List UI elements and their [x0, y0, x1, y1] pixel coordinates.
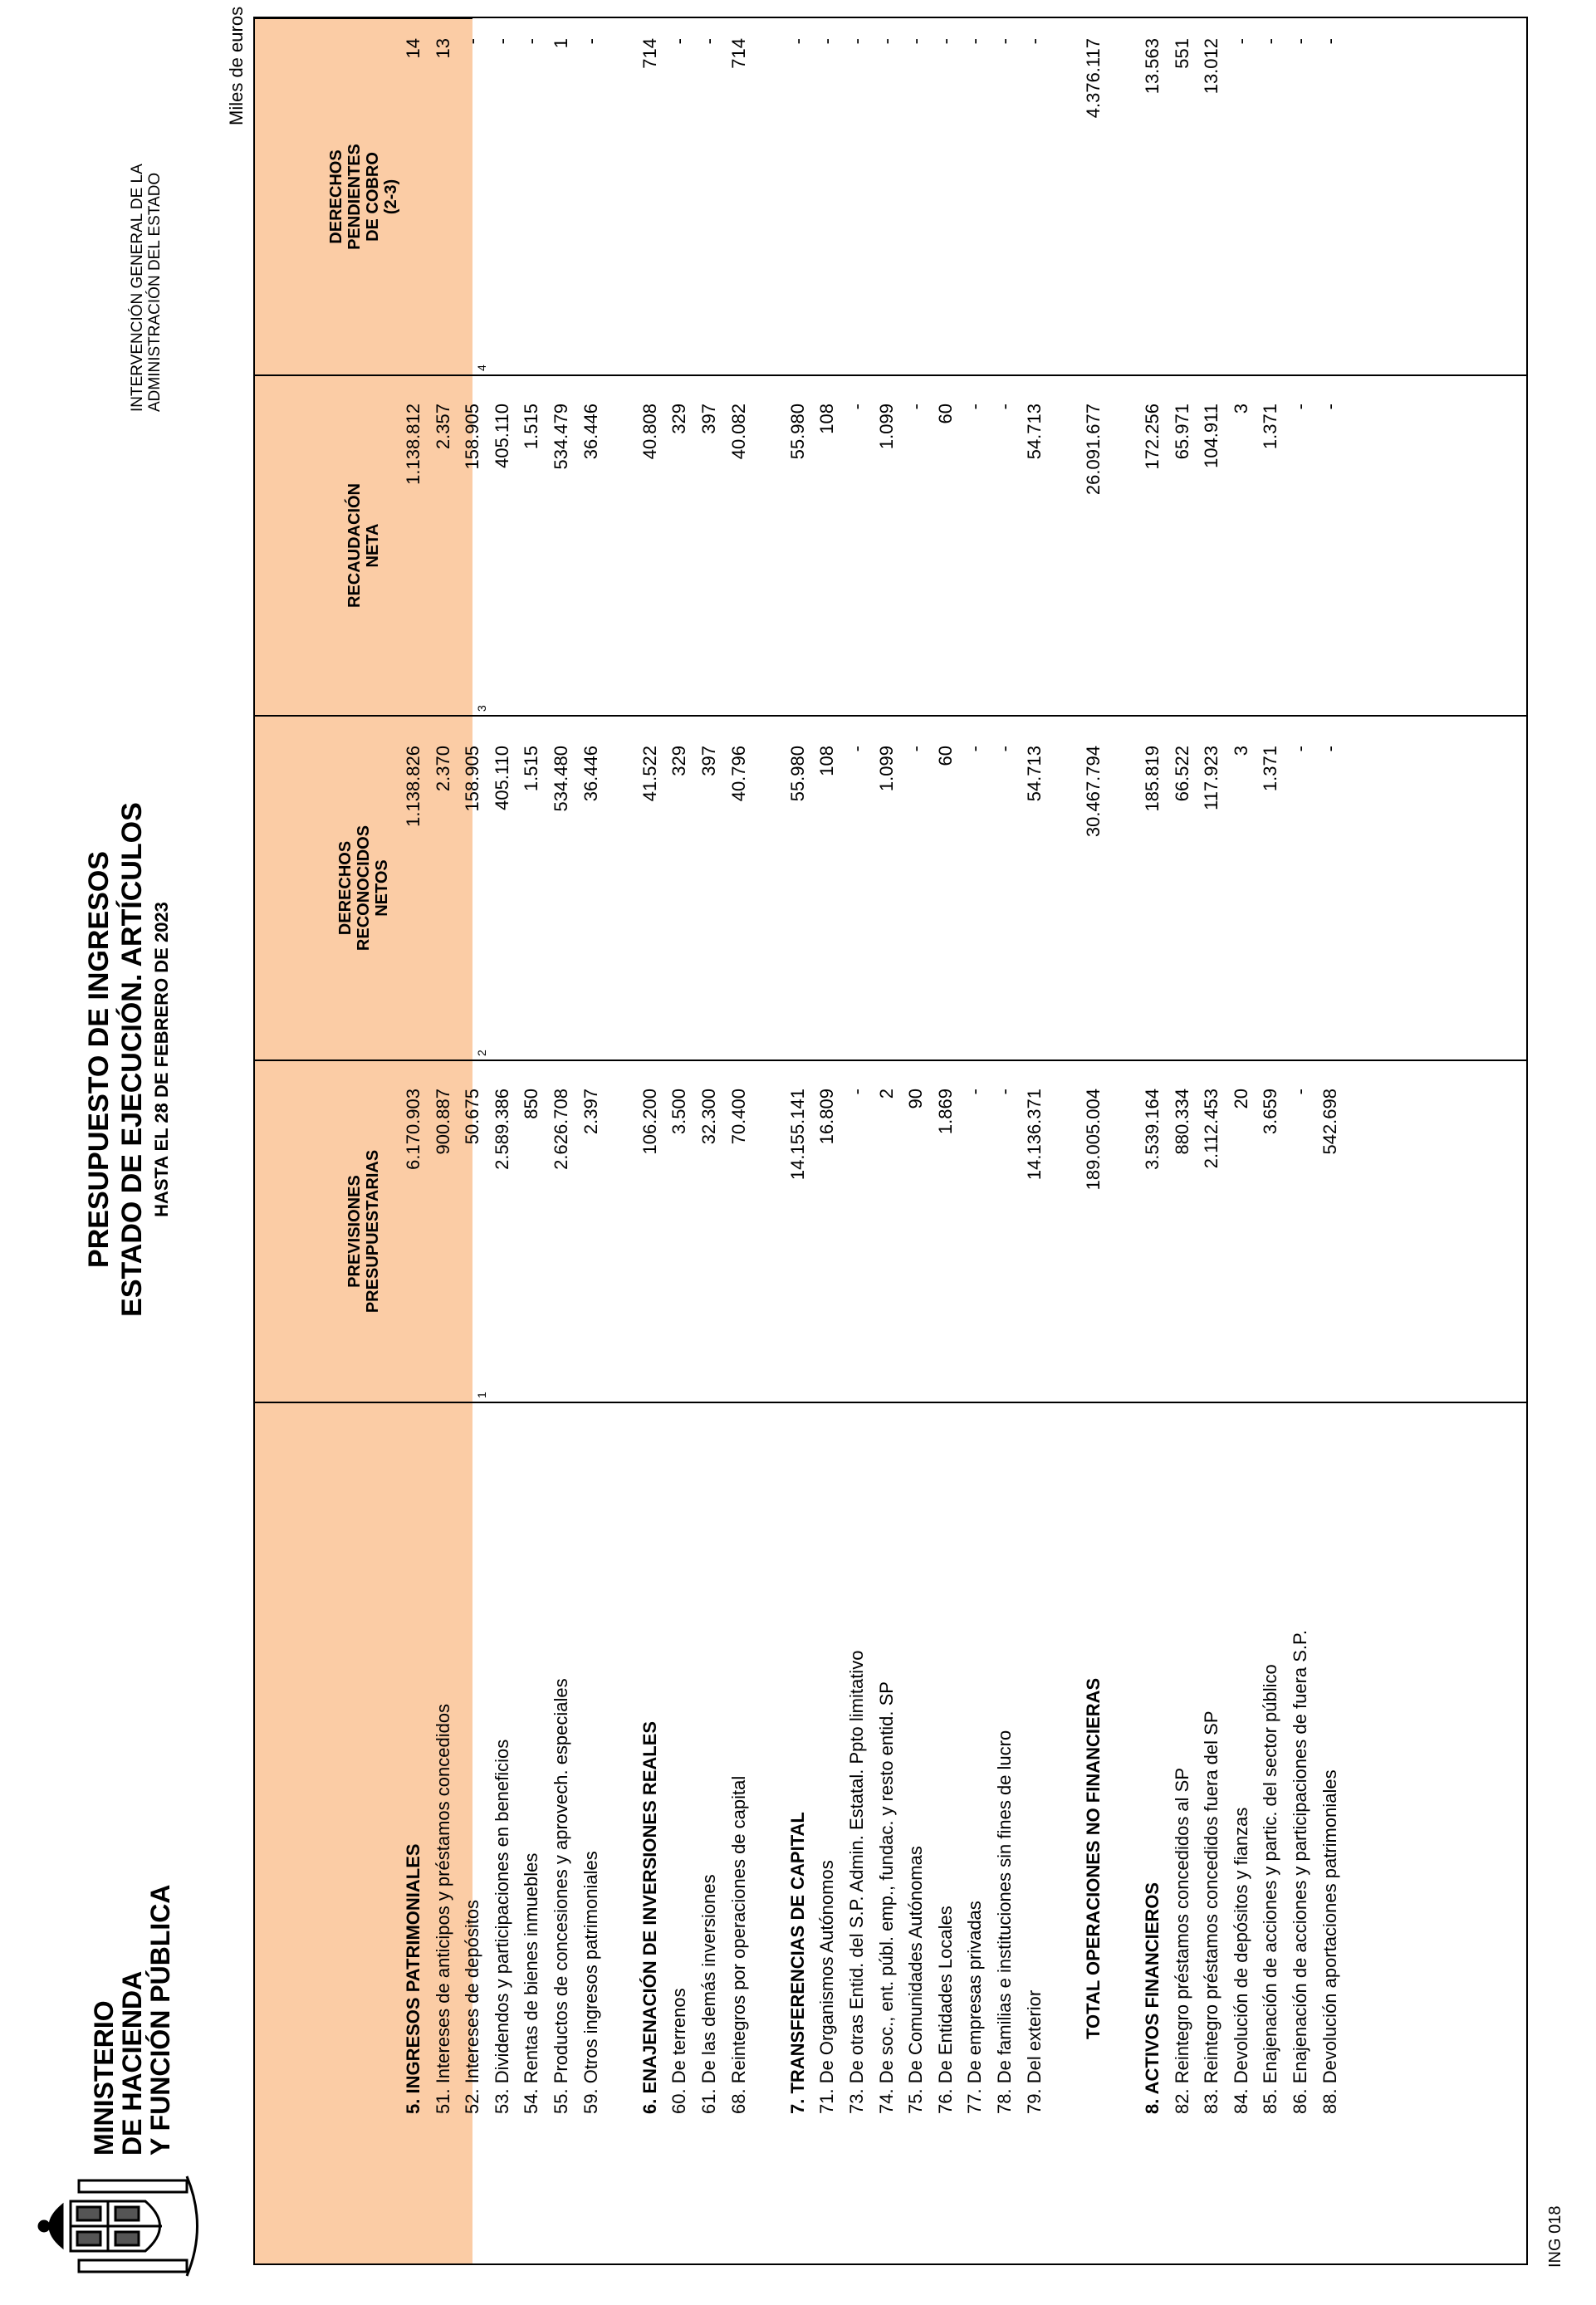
row-value: 714 [639, 38, 660, 69]
table-row [635, 18, 664, 2263]
row-value: 1 [551, 38, 571, 49]
header-pendientes: DERECHOS PENDIENTES DE COBRO (2-3) [255, 17, 472, 374]
row-value: 397 [698, 404, 719, 434]
agency-line-1: INTERVENCIÓN GENERAL DE LA [129, 164, 146, 412]
row-value: 1.138.812 [403, 404, 423, 485]
row-value: 70.400 [727, 1089, 749, 1145]
header-derechos-reconocidos: DERECHOS RECONOCIDOS NETOS [255, 715, 472, 1060]
row-label: 54. Rentas de bienes inmuebles [521, 1852, 542, 2114]
row-value: 900.887 [432, 1089, 453, 1155]
row-value: 2 [875, 1089, 897, 1099]
table-row [1226, 18, 1256, 2263]
table-row [546, 18, 575, 2263]
report-title-1: PRESUPUESTO DE INGRESOS [83, 851, 115, 1268]
table-row [1285, 18, 1314, 2263]
row-value: - [994, 404, 1015, 410]
row-value: - [816, 38, 838, 45]
row-value: 1.371 [1260, 746, 1281, 792]
row-value: 2.397 [580, 1089, 601, 1135]
row-value: - [786, 38, 808, 45]
row-value: - [698, 38, 719, 45]
row-value: 32.300 [698, 1089, 719, 1145]
row-value: 55.980 [786, 746, 808, 802]
row-value: 3 [1230, 404, 1251, 414]
row-value: 55.980 [786, 404, 808, 460]
table-row [1079, 18, 1108, 2263]
table-spacer-row [1049, 18, 1078, 2263]
row-value: 2.112.453 [1201, 1089, 1222, 1169]
row-value: - [1319, 38, 1340, 45]
units-label: Miles de euros [226, 6, 247, 125]
row-value: 30.467.794 [1082, 746, 1104, 838]
row-value: 2.626.708 [551, 1089, 571, 1170]
row-value: 14 [403, 38, 423, 59]
row-value: 4.376.117 [1082, 38, 1104, 119]
report-title-2: ESTADO DE EJECUCIÓN. ARTÍCULOS [116, 802, 148, 1317]
table-row [901, 18, 930, 2263]
row-value: 6.170.903 [403, 1089, 423, 1170]
row-value: - [1230, 38, 1251, 45]
row-value: - [964, 38, 986, 45]
row-value: 158.905 [462, 746, 483, 812]
row-value: 60 [934, 746, 956, 766]
row-value: 54.713 [1023, 404, 1045, 460]
row-value: 1.515 [521, 404, 542, 450]
row-value: 185.819 [1142, 746, 1163, 812]
row-label: TOTAL OPERACIONES NO FINANCIERAS [1082, 1677, 1104, 2039]
row-value: - [846, 1089, 867, 1095]
row-value: 14.136.371 [1023, 1089, 1045, 1181]
row-value: 108 [816, 404, 838, 434]
row-value: 405.110 [491, 404, 512, 468]
row-value: - [521, 38, 542, 45]
row-value: 41.522 [639, 746, 660, 802]
row-value: 1.515 [521, 746, 542, 792]
ministry-line-1: MINISTERIO [89, 2000, 119, 2156]
row-label: 53. Dividendos y participaciones en beneficios [491, 1739, 512, 2114]
table-row [399, 18, 428, 2263]
budget-table [253, 17, 1528, 2265]
table-row [1020, 18, 1049, 2263]
row-label: 7. TRANSFERENCIAS DE CAPITAL [786, 1812, 808, 2114]
row-value: 36.446 [580, 746, 601, 802]
row-label: 55. Productos de concesiones y aprovech. especiales [551, 1678, 571, 2114]
row-value: - [994, 38, 1015, 45]
table-row [694, 18, 723, 2263]
row-value: - [1290, 1089, 1310, 1095]
row-value: - [1260, 38, 1281, 45]
table-row [783, 18, 812, 2263]
table-row [1168, 18, 1197, 2263]
coat-of-arms-icon [29, 2164, 216, 2288]
row-value: 65.971 [1171, 404, 1192, 460]
row-value: - [1290, 746, 1310, 752]
row-label: 6. ENAJENACIÓN DE INVERSIONES REALES [639, 1720, 660, 2114]
row-value: 3.659 [1260, 1089, 1281, 1135]
row-value: - [964, 404, 986, 410]
row-value: 2.357 [432, 404, 453, 450]
row-value: 880.334 [1171, 1089, 1192, 1155]
row-label: 61. De las demás inversiones [698, 1874, 719, 2114]
row-value: 2.370 [432, 746, 453, 792]
row-value: - [846, 38, 867, 45]
row-value: 1.371 [1260, 404, 1281, 450]
row-label: 82. Reintegro préstamos concedidos al SP [1171, 1767, 1192, 2114]
row-value: 542.698 [1319, 1089, 1340, 1155]
table-row [842, 18, 871, 2263]
row-value: 50.675 [462, 1089, 483, 1145]
row-value: 3 [1230, 746, 1251, 756]
row-value: 13 [432, 38, 453, 59]
row-value: - [905, 746, 927, 752]
row-value: 13.012 [1201, 38, 1222, 95]
table-row [664, 18, 693, 2263]
row-value: 20 [1230, 1089, 1251, 1109]
table-spacer-row [605, 18, 634, 2263]
row-value: - [964, 1089, 986, 1095]
row-value: 534.479 [551, 404, 571, 470]
ministry-line-2: DE HACIENDA [117, 1970, 147, 2156]
row-label: 84. Devolución de depósitos y fianzas [1230, 1807, 1251, 2114]
row-label: 60. De terrenos [668, 1988, 690, 2114]
row-label: 52. Intereses de depósitos [462, 1899, 483, 2114]
row-label: 8. ACTIVOS FINANCIEROS [1142, 1882, 1163, 2114]
row-value: 60 [934, 404, 956, 424]
row-label: 51. Intereses de anticipos y préstamos concedidos [432, 1703, 453, 2114]
row-value: - [1290, 38, 1310, 45]
row-value: 26.091.677 [1082, 404, 1104, 496]
row-value: 3.500 [668, 1089, 690, 1135]
row-value: 158.905 [462, 404, 483, 470]
row-label: 77. De empresas privadas [964, 1901, 986, 2114]
row-value: 108 [816, 746, 838, 776]
row-label: 86. Enajenación de acciones y participaciones de fuera S.P. [1290, 1630, 1310, 2114]
row-value: 189.005.004 [1082, 1089, 1104, 1191]
row-value: 551 [1171, 38, 1192, 69]
row-label: 79. Del exterior [1023, 1989, 1045, 2114]
row-value: 40.808 [639, 404, 660, 460]
row-value: 54.713 [1023, 746, 1045, 802]
row-value: - [1290, 404, 1310, 410]
row-value: 397 [698, 746, 719, 776]
row-value: - [1319, 404, 1340, 410]
row-value: 36.446 [580, 404, 601, 460]
row-value: - [580, 38, 601, 45]
row-label: 88. Devolución aportaciones patrimoniales [1319, 1769, 1340, 2114]
row-value: 714 [727, 38, 749, 69]
row-label: 83. Reintegro préstamos concedidos fuera del SP [1201, 1710, 1222, 2114]
row-value: 1.099 [875, 404, 897, 450]
row-value: 16.809 [816, 1089, 838, 1145]
row-value: - [1023, 38, 1045, 45]
row-value: 106.200 [639, 1089, 660, 1155]
row-value: 66.522 [1171, 746, 1192, 802]
row-value: 850 [521, 1089, 542, 1119]
page-code: ING 018 [1546, 2205, 1564, 2268]
row-value: - [875, 38, 897, 45]
table-row [1256, 18, 1285, 2263]
row-label: 74. De soc., ent. públ. emp., fundac. y resto entid. SP [875, 1681, 897, 2114]
row-value: 14.155.141 [786, 1089, 808, 1181]
table-row [812, 18, 841, 2263]
row-value: 1.099 [875, 746, 897, 792]
row-value: - [905, 38, 927, 45]
row-value: 117.923 [1201, 746, 1222, 810]
row-value: 405.110 [491, 746, 512, 810]
row-label: 73. De otras Entid. del S.P. Admin. Estatal. Ppto limitativo [846, 1650, 867, 2114]
row-label: 78. De familias e instituciones sin fines de lucro [994, 1730, 1015, 2114]
row-value: 3.539.164 [1142, 1089, 1163, 1170]
table-row [1138, 18, 1167, 2263]
row-value: - [964, 746, 986, 752]
row-value: 329 [668, 746, 690, 776]
row-value: 40.796 [727, 746, 749, 802]
row-value: - [668, 38, 690, 45]
table-row [990, 18, 1019, 2263]
row-value: - [846, 746, 867, 752]
table-row [576, 18, 605, 2263]
column-number: 1 [475, 1392, 488, 1398]
column-number: 2 [475, 1050, 488, 1056]
report-subtitle: HASTA EL 28 DE FEBRERO DE 2023 [151, 902, 172, 1217]
column-number: 3 [475, 705, 488, 712]
row-value: - [491, 38, 512, 45]
table-row [960, 18, 989, 2263]
table-spacer-row [753, 18, 782, 2263]
row-label: 71. De Organismos Autónomos [816, 1860, 838, 2114]
row-label: 59. Otros ingresos patrimoniales [580, 1851, 601, 2114]
row-value: 2.589.386 [491, 1089, 512, 1170]
row-value: - [994, 746, 1015, 752]
header-recaudacion: RECAUDACIÓN NETA [255, 374, 472, 715]
row-value: 13.563 [1142, 38, 1163, 95]
row-label: 75. De Comunidades Autónomas [905, 1846, 927, 2114]
table-spacer-row [1108, 18, 1137, 2263]
row-value: - [905, 404, 927, 410]
table-row [516, 18, 546, 2263]
table-row [872, 18, 901, 2263]
table-row [428, 18, 458, 2263]
table-row [458, 18, 487, 2263]
table-row [931, 18, 960, 2263]
row-label: 85. Enajenación de acciones y partic. del sector público [1260, 1664, 1281, 2114]
row-value: - [994, 1089, 1015, 1095]
table-row [1197, 18, 1226, 2263]
row-value: - [846, 404, 867, 410]
row-label: 5. INGRESOS PATRIMONIALES [403, 1843, 423, 2114]
column-number: 4 [475, 365, 488, 371]
row-value: 172.256 [1142, 404, 1163, 470]
row-value: 40.082 [727, 404, 749, 460]
agency-line-2: ADMINISTRACIÓN DEL ESTADO [146, 172, 164, 412]
row-value: 1.869 [934, 1089, 956, 1135]
row-value: 104.911 [1201, 404, 1222, 468]
row-value: 534.480 [551, 746, 571, 812]
table-row [724, 18, 753, 2263]
ministry-line-3: Y FUNCIÓN PÚBLICA [145, 1884, 175, 2156]
row-value: 1.138.826 [403, 746, 423, 827]
table-row [487, 18, 516, 2263]
row-value: - [462, 38, 483, 45]
row-value: - [934, 38, 956, 45]
row-value: 90 [905, 1089, 927, 1109]
row-value: - [1319, 746, 1340, 752]
header-previsiones: PREVISIONES PRESUPUESTARIAS [255, 1060, 472, 1402]
table-row [1315, 18, 1344, 2263]
row-label: 68. Reintegros por operaciones de capital [727, 1775, 749, 2114]
row-value: 329 [668, 404, 690, 434]
row-label: 76. De Entidades Locales [934, 1906, 956, 2114]
